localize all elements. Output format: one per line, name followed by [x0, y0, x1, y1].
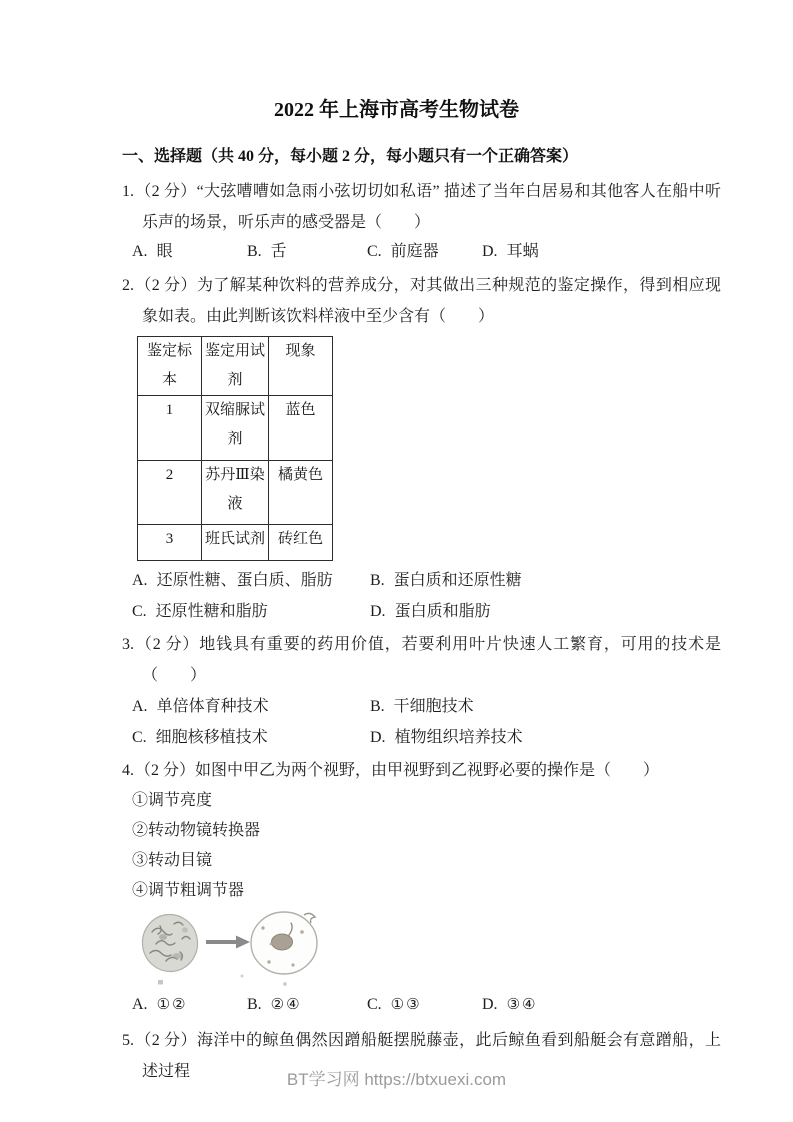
question-score: （2 分）	[135, 183, 197, 200]
q4-figure-svg	[122, 906, 347, 990]
option-label: D.	[482, 243, 498, 260]
table-cell: 苏丹Ⅲ染液	[202, 461, 269, 525]
table-cell: 班氏试剂	[202, 525, 269, 561]
option-c	[132, 596, 370, 627]
option-b	[370, 691, 721, 722]
microscope-views-figure	[122, 906, 721, 990]
option-label: C.	[132, 603, 147, 620]
table-cell: 蓝色	[269, 396, 333, 461]
identification-table	[137, 336, 333, 561]
step-item-2: ②转动物镜转换器	[132, 822, 261, 839]
question-1	[122, 176, 721, 266]
option-text: 干细胞技术	[393, 698, 474, 715]
question-number: 2.	[122, 277, 134, 294]
option-label: D.	[370, 603, 386, 620]
option-d	[370, 722, 721, 753]
section-heading: 一、选择题（共 40 分，每小题 2 分，每小题只有一个正确答案）	[122, 148, 579, 165]
question-stem-text: 海洋中的鲸鱼偶然因蹭船艇摆脱藤壶，此后鲸鱼看到船艇会有意蹭船，上述过程	[142, 1032, 721, 1080]
question-4-steps	[132, 786, 721, 906]
option-text: ③④	[506, 995, 538, 1013]
option-label: B.	[247, 243, 262, 260]
option-label: A.	[132, 572, 148, 589]
option-label: A.	[132, 698, 148, 715]
question-2	[122, 270, 721, 627]
question-score: （2 分）	[135, 636, 200, 653]
option-text: 蛋白质和还原性糖	[393, 572, 522, 589]
right-arrow-icon	[206, 936, 250, 949]
question-score: （2 分）	[135, 762, 196, 779]
table-cell: 橘黄色	[269, 461, 333, 525]
option-label: B.	[370, 572, 385, 589]
question-2-options	[132, 565, 721, 627]
table-row	[138, 461, 333, 525]
option-text: 前庭器	[390, 243, 439, 260]
question-number: 1.	[122, 183, 134, 200]
step-item-1: ①调节亮度	[132, 792, 213, 809]
option-label: C.	[367, 996, 382, 1013]
question-stem-text: 地钱具有重要的药用价值，若要利用叶片快速人工繁育，可用的技术是（ ）	[142, 636, 721, 684]
option-label: C.	[132, 729, 147, 746]
question-number: 4.	[122, 762, 134, 779]
table-row	[138, 396, 333, 461]
option-text: 耳蜗	[506, 243, 539, 260]
option-text: 眼	[156, 243, 173, 260]
page-title: 2022 年上海市高考生物试卷	[274, 99, 519, 121]
option-a	[132, 565, 370, 596]
table-header-cell: 鉴定用试剂	[202, 337, 269, 396]
option-b	[247, 990, 367, 1019]
option-label: B.	[370, 698, 385, 715]
table-cell: 2	[138, 461, 202, 525]
option-label: D.	[482, 996, 498, 1013]
table-row	[138, 525, 333, 561]
question-stem-text: 为了解某种饮料的营养成分，对其做出三种规范的鉴定操作，得到相应现象如表。由此判断该饮料样液中至少含有（ ）	[142, 277, 721, 325]
question-score: （2 分）	[135, 277, 197, 294]
option-b	[370, 565, 721, 596]
option-a	[132, 990, 247, 1019]
option-label: D.	[370, 729, 386, 746]
table-cell: 砖红色	[269, 525, 333, 561]
option-c	[367, 238, 482, 266]
question-1-stem	[122, 176, 721, 238]
option-label: A.	[132, 996, 148, 1013]
microscope-view-dense-icon	[139, 911, 201, 985]
table-cell: 3	[138, 525, 202, 561]
option-a	[132, 238, 247, 266]
question-stem-text: “大弦嘈嘈如急雨小弦切切如私语” 描述了当年白居易和其他客人在船中听乐声的场景，听乐声的感受器是（ ）	[142, 183, 721, 231]
question-3	[122, 629, 721, 753]
step-item-3: ③转动目镜	[132, 852, 213, 869]
option-text: 细胞核移植技术	[155, 729, 268, 746]
question-4-stem	[122, 755, 721, 786]
question-stem-text: 如图中甲乙为两个视野，由甲视野到乙视野必要的操作是（ ）	[195, 762, 660, 779]
option-a	[132, 691, 370, 722]
question-4-options	[132, 990, 721, 1019]
question-number: 5.	[122, 1032, 134, 1049]
microscope-view-magnified-icon	[241, 912, 318, 986]
question-4	[122, 755, 721, 1019]
option-text: 蛋白质和脂肪	[394, 603, 491, 620]
option-b	[247, 238, 367, 266]
option-text: 植物组织培养技术	[394, 729, 523, 746]
option-text: 舌	[270, 243, 287, 260]
question-3-stem	[122, 629, 721, 691]
table-header-cell: 现象	[269, 337, 333, 396]
question-score: （2 分）	[135, 1032, 197, 1049]
table-cell: 1	[138, 396, 202, 461]
table-header-row	[138, 337, 333, 396]
option-d	[370, 596, 721, 627]
table-header-cell: 鉴定标本	[138, 337, 202, 396]
table-cell: 双缩脲试剂	[202, 396, 269, 461]
exam-content	[0, 141, 793, 1087]
option-text: 单倍体育种技术	[156, 698, 269, 715]
option-text: ①③	[390, 995, 422, 1013]
option-c	[132, 722, 370, 753]
question-2-stem	[122, 270, 721, 332]
option-c	[367, 990, 482, 1019]
watermark-footer: BT学习网 https://btxuexi.com	[286, 1070, 507, 1089]
option-text: 还原性糖和脂肪	[155, 603, 268, 620]
question-1-options	[132, 238, 721, 266]
option-label: C.	[367, 243, 382, 260]
option-text: 还原性糖、蛋白质、脂肪	[156, 572, 333, 589]
question-3-options	[132, 691, 721, 753]
option-label: A.	[132, 243, 148, 260]
option-d	[482, 990, 721, 1019]
option-text: ②④	[270, 995, 302, 1013]
question-number: 3.	[122, 636, 134, 653]
option-d	[482, 238, 721, 266]
option-label: B.	[247, 996, 262, 1013]
step-item-4: ④调节粗调节器	[132, 882, 245, 899]
option-text: ①②	[156, 995, 188, 1013]
